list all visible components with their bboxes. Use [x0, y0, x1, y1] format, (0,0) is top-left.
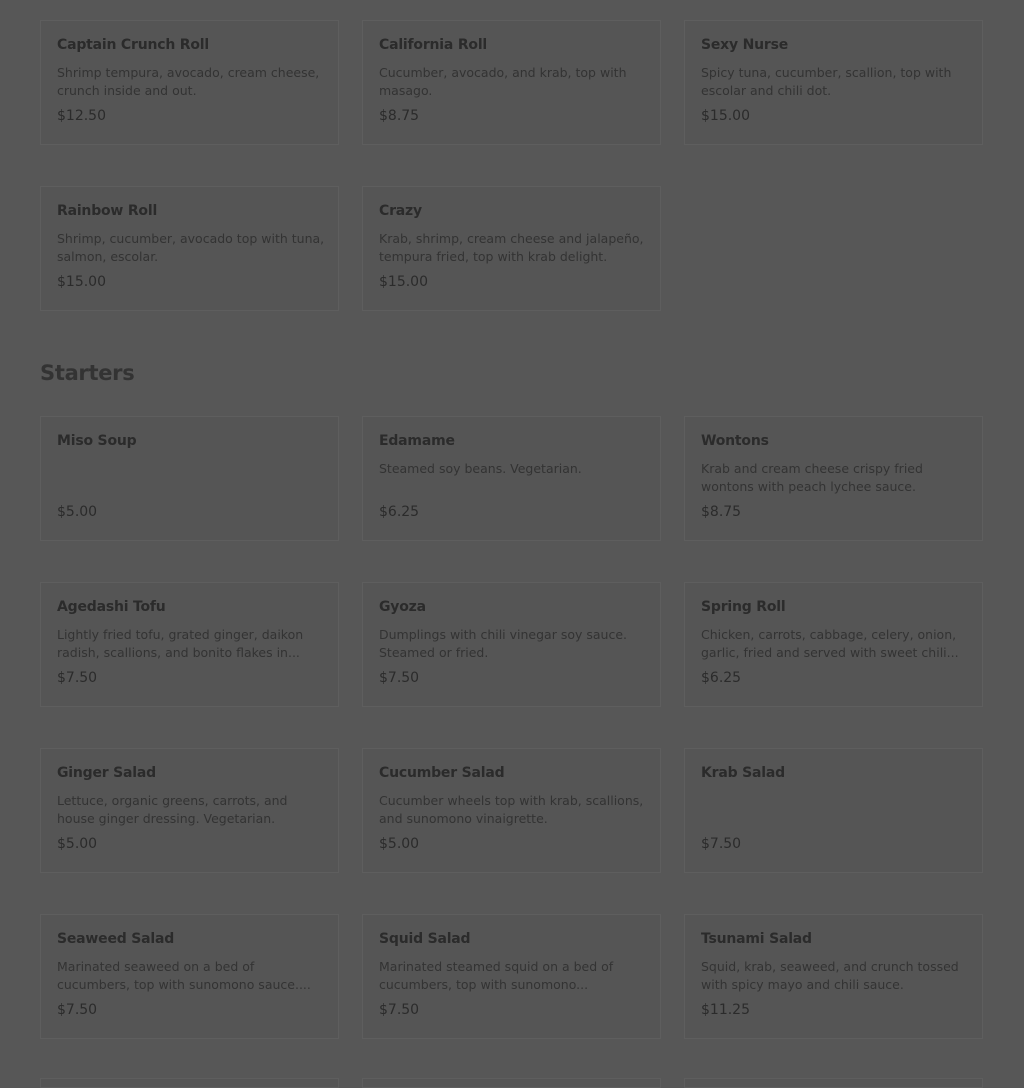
menu-item-name: Tsunami Salad	[701, 931, 812, 947]
menu-item-description: Krab, shrimp, cream cheese and jalapeño, tempura fried, top with krab delight.	[379, 231, 644, 264]
menu-item-name: Spring Roll	[701, 599, 786, 615]
menu-item-card[interactable]	[684, 416, 983, 541]
menu-item-description: Spicy tuna, cucumber, scallion, top with escolar and chili dot.	[701, 65, 952, 98]
menu-item-price: $5.00	[57, 836, 98, 852]
menu-item-price: $15.00	[57, 274, 106, 290]
menu-item-description: Chicken, carrots, cabbage, celery, onion, garlic, fried and served with sweet chili...	[701, 627, 959, 660]
menu-item-name: Edamame	[379, 433, 455, 449]
menu-item-name: Rainbow Roll	[57, 203, 158, 219]
menu-item-price: $11.25	[701, 1002, 750, 1018]
menu-item-card[interactable]	[40, 186, 339, 311]
menu-item-card[interactable]	[40, 20, 339, 145]
menu-item-description: Squid, krab, seaweed, and crunch tossed with spicy mayo and chili sauce.	[701, 959, 959, 992]
menu-item-description: Krab and cream cheese crispy fried wontons with peach lychee sauce.	[701, 461, 923, 494]
menu-item-card[interactable]	[362, 186, 661, 311]
menu-item-description: Shrimp tempura, avocado, cream cheese, crunch inside and out.	[57, 65, 320, 98]
menu-item-name: Gyoza	[379, 599, 426, 615]
menu-item-description: Marinated steamed squid on a bed of cucumbers, top with sunomono...	[379, 959, 614, 992]
menu-item-card[interactable]	[684, 20, 983, 145]
menu-item-description: Shrimp, cucumber, avocado top with tuna, salmon, escolar.	[57, 231, 325, 264]
menu-item-name: Squid Salad	[379, 931, 471, 947]
menu-item-card[interactable]	[362, 582, 661, 707]
menu-item-card-partial[interactable]	[40, 1078, 339, 1088]
menu-item-name: Agedashi Tofu	[57, 599, 166, 615]
menu-item-price: $5.00	[379, 836, 420, 852]
menu-item-name: Krab Salad	[701, 765, 785, 781]
menu-item-card[interactable]	[362, 748, 661, 873]
menu-item-card[interactable]	[684, 914, 983, 1039]
menu-item-price: $6.25	[701, 670, 742, 686]
menu-item-name: Cucumber Salad	[379, 765, 505, 781]
section-heading-starters: Starters	[40, 361, 135, 385]
menu-item-name: Ginger Salad	[57, 765, 156, 781]
menu-item-price: $6.25	[379, 504, 420, 520]
menu-item-card[interactable]	[40, 582, 339, 707]
menu-item-price: $15.00	[379, 274, 428, 290]
menu-item-price: $12.50	[57, 108, 106, 124]
menu-item-price: $5.00	[57, 504, 98, 520]
menu-item-description: Lettuce, organic greens, carrots, and house ginger dressing. Vegetarian.	[57, 793, 288, 826]
menu-item-price: $7.50	[379, 670, 420, 686]
menu-item-name: California Roll	[379, 37, 488, 53]
menu-item-description: Cucumber, avocado, and krab, top with masago.	[379, 65, 627, 98]
menu-item-card[interactable]	[684, 582, 983, 707]
menu-item-description: Lightly fried tofu, grated ginger, daikon radish, scallions, and bonito flakes in...	[57, 627, 304, 660]
menu-item-price: $8.75	[379, 108, 420, 124]
menu-item-name: Crazy	[379, 203, 422, 219]
menu-item-card[interactable]	[40, 416, 339, 541]
menu-item-price: $7.50	[57, 670, 98, 686]
menu-item-card[interactable]	[362, 20, 661, 145]
menu-item-description: Dumplings with chili vinegar soy sauce. Steamed or fried.	[379, 627, 627, 660]
menu-item-description: Steamed soy beans. Vegetarian.	[379, 461, 582, 476]
menu-item-name: Captain Crunch Roll	[57, 37, 209, 53]
menu-item-price: $7.50	[701, 836, 742, 852]
menu-item-card[interactable]	[40, 748, 339, 873]
menu-item-price: $15.00	[701, 108, 750, 124]
menu-item-description: Cucumber wheels top with krab, scallions, and sunomono vinaigrette.	[379, 793, 644, 826]
menu-item-price: $7.50	[379, 1002, 420, 1018]
menu-item-name: Sexy Nurse	[701, 37, 789, 53]
menu-item-name: Wontons	[701, 433, 769, 449]
menu-item-card[interactable]	[362, 416, 661, 541]
menu-item-card-partial[interactable]	[362, 1078, 661, 1088]
menu-item-card[interactable]	[40, 914, 339, 1039]
menu-item-card[interactable]	[684, 748, 983, 873]
menu-item-price: $7.50	[57, 1002, 98, 1018]
menu-item-card[interactable]	[362, 914, 661, 1039]
menu-item-description: Marinated seaweed on a bed of cucumbers, top with sunomono sauce....	[57, 959, 311, 992]
menu-item-name: Seaweed Salad	[57, 931, 175, 947]
menu-item-price: $8.75	[701, 504, 742, 520]
menu-item-name: Miso Soup	[57, 433, 137, 449]
menu-item-card-partial[interactable]	[684, 1078, 983, 1088]
